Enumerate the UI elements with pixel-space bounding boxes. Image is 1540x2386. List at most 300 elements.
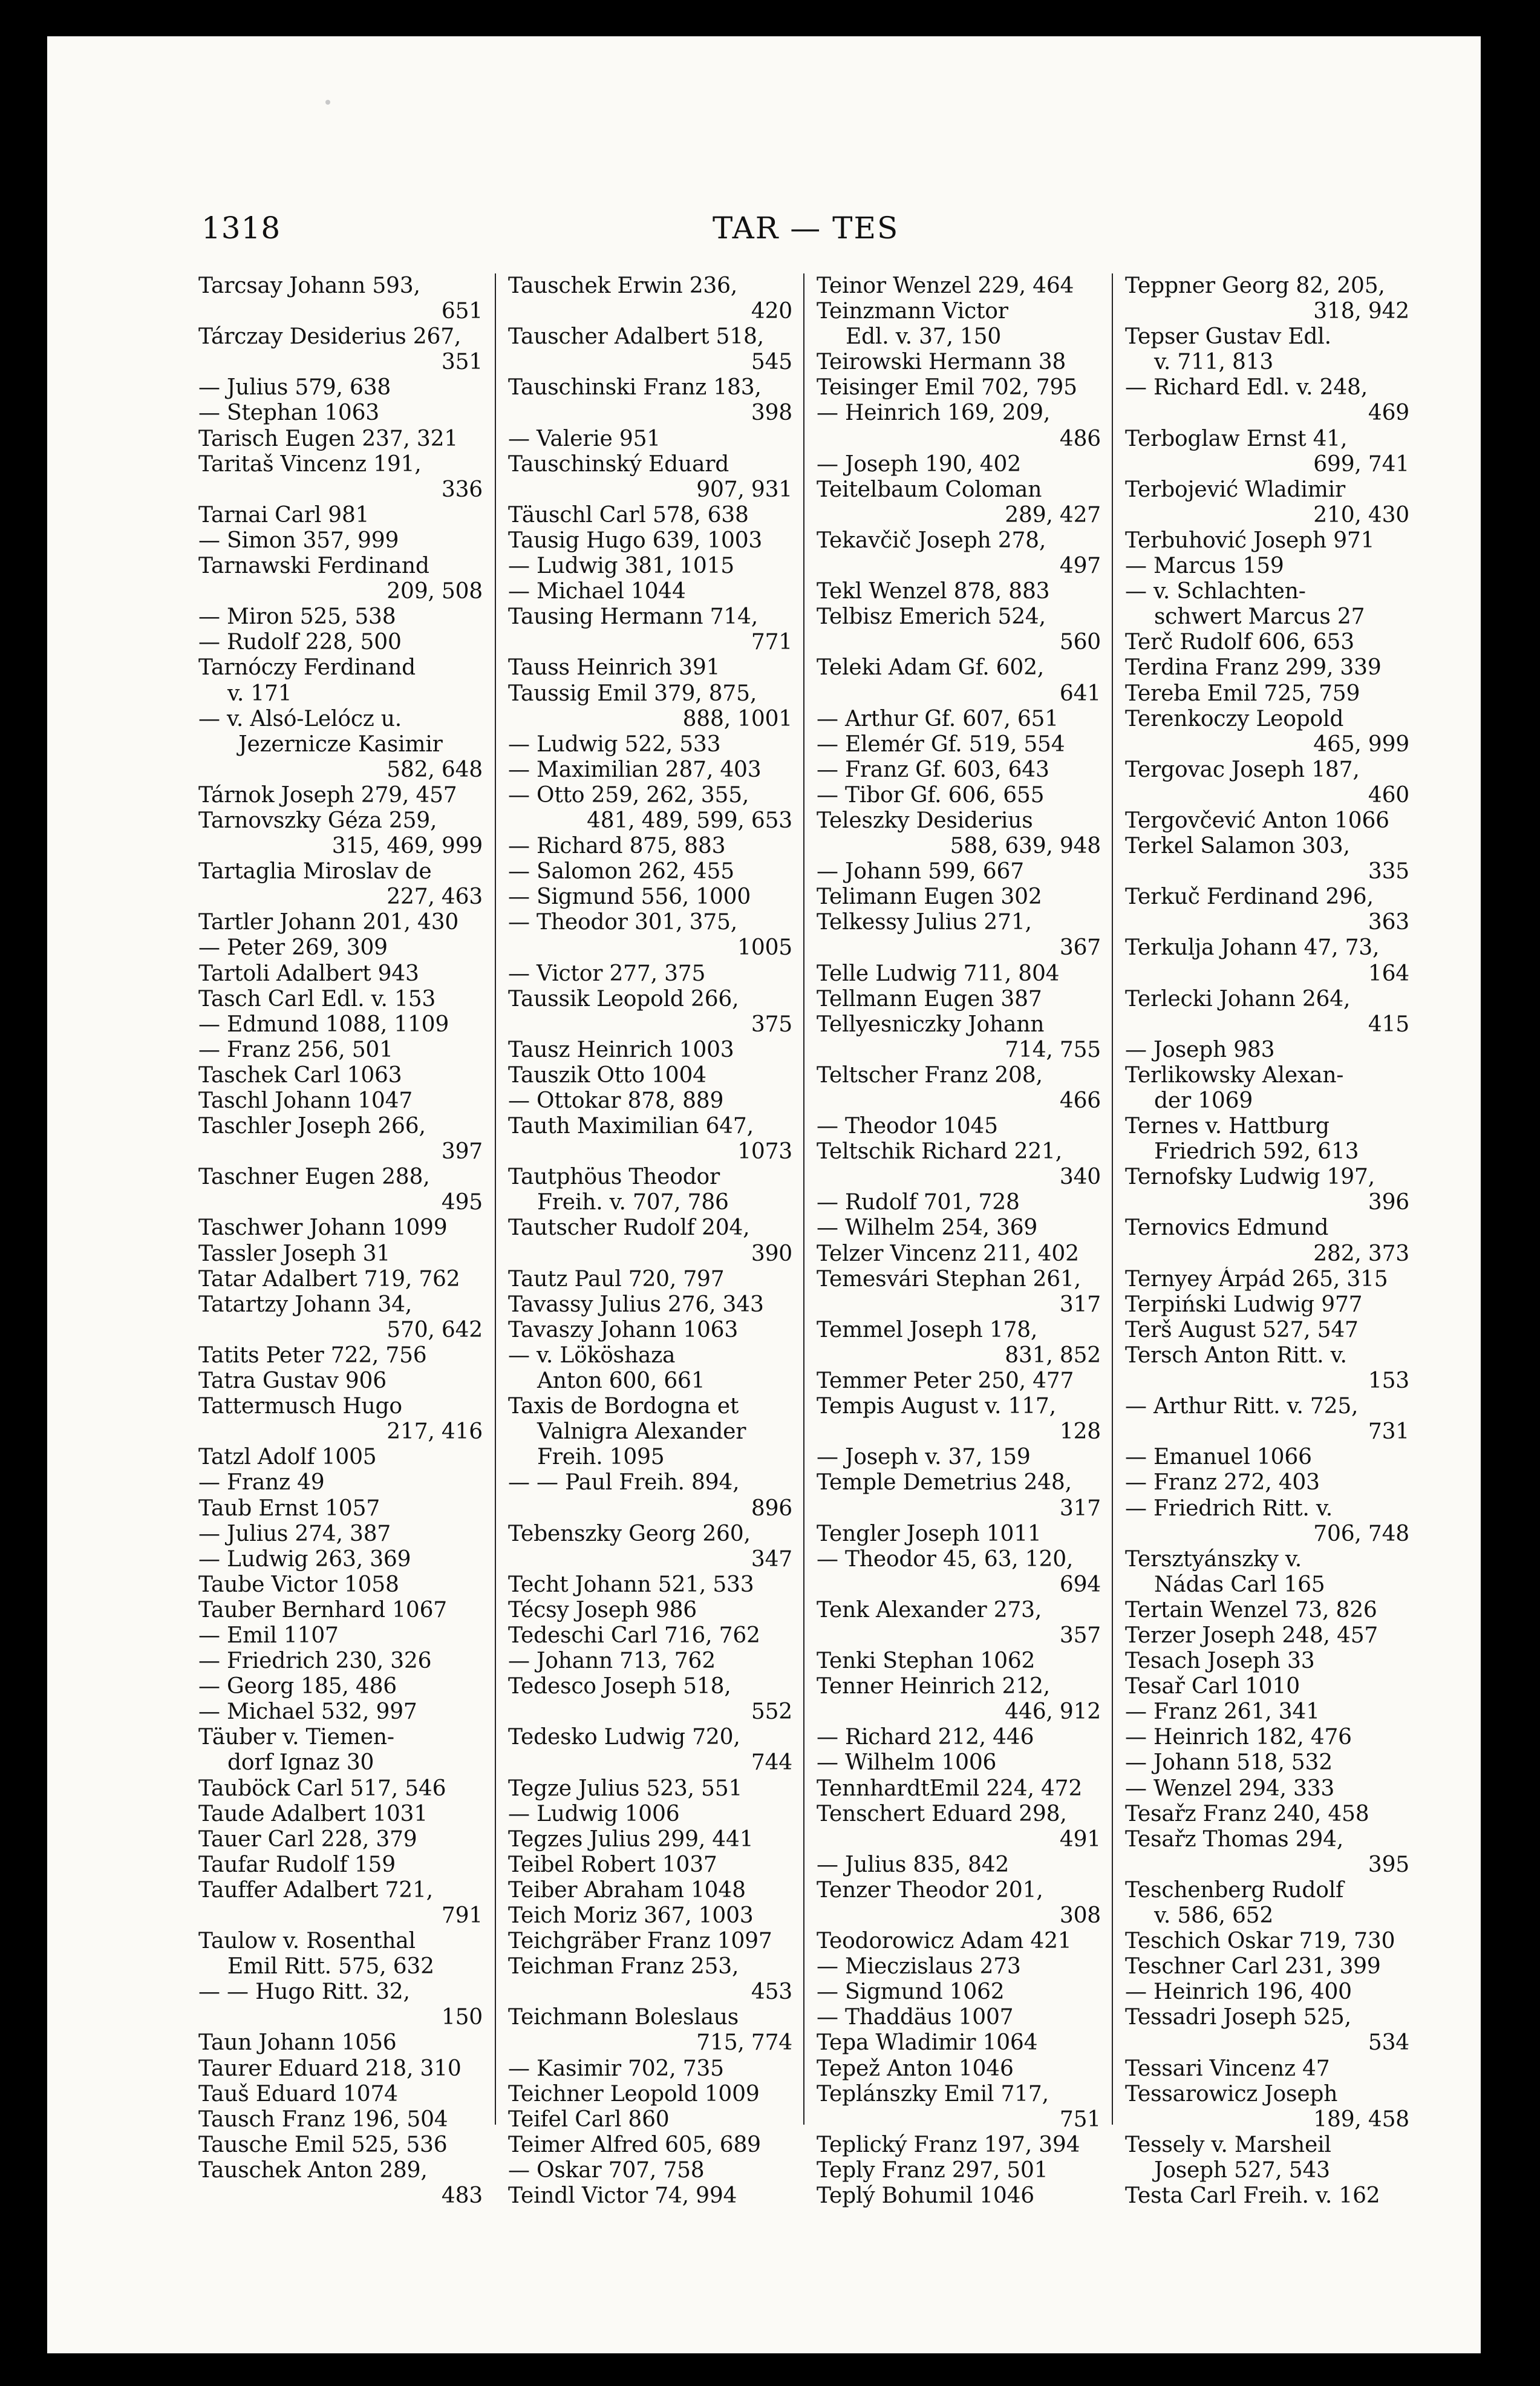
entry-line: Taritaš Vincenz 191, [198,451,422,477]
entry-line: Terkel Salamon 303, [1125,834,1350,859]
entry-line: Tauschinski Franz 183, [508,375,762,400]
entry-line: Telkessy Julius 271, [817,910,1032,935]
entry-line: — Ludwig 381, 1015 [508,554,735,579]
entry-continuation: 588, 639, 948 [950,834,1101,859]
index-entry [1125,324,1409,375]
entry-continuation: 481, 489, 599, 653 [587,808,792,833]
index-entry [508,1063,792,1088]
entry-continuation: Anton 600, 661 [537,1368,705,1394]
entry-line: — Marcus 159 [1125,554,1284,579]
index-entry [817,1750,1101,1776]
entry-line: Tauš Eduard 1074 [198,2081,398,2107]
entry-line: Teschner Carl 231, 399 [1125,1954,1381,1979]
entry-continuation: 699, 741 [1313,451,1409,477]
index-column-3 [817,273,1101,2209]
index-entry [817,859,1101,884]
index-entry [198,1343,483,1368]
index-entry [198,1445,483,1470]
index-entry [198,1547,483,1572]
entry-line: Taulow v. Rosenthal [198,1929,416,1954]
entry-line: Taxis de Bordogna et [508,1394,739,1419]
entry-line: Teibel Robert 1037 [508,1852,717,1877]
entry-line: Teichmann Boleslaus [508,2005,739,2030]
entry-continuation: v. 171 [227,681,292,706]
entry-line: Terenkoczy Leopold [1125,706,1344,731]
entry-line: Tarnóczy Ferdinand [198,655,416,681]
entry-line: — Julius 274, 387 [198,1521,391,1546]
entry-line: Täuber v. Tiemen- [198,1725,394,1750]
entry-continuation: 164 [1368,961,1409,986]
index-entry [508,1852,792,1878]
entry-line: — Victor 277, 375 [508,961,706,986]
index-entry [198,528,483,554]
index-entry [1125,427,1409,477]
index-entry [508,1598,792,1623]
index-entry [508,1394,792,1470]
entry-line: Teiber Abraham 1048 [508,1877,746,1903]
index-entry [817,757,1101,783]
entry-continuation: Valnigra Alexander [537,1419,746,1445]
entry-line: Terkulja Johann 47, 73, [1125,935,1380,961]
index-entry [508,1802,792,1827]
entry-line: Tausche Emil 525, 536 [198,2132,448,2157]
entry-line: Tartaglia Miroslav de [198,859,432,884]
index-entry [1125,477,1409,528]
entry-continuation: 465, 999 [1313,731,1409,757]
entry-line: — Maximilian 287, 403 [508,757,762,782]
entry-line: Tarnai Carl 981 [198,502,370,528]
entry-line: — Richard 212, 446 [817,1725,1034,1750]
index-entry [1125,1979,1409,2005]
index-entry [508,910,792,961]
index-entry [508,783,792,834]
index-column-2 [508,273,792,2209]
index-entry [508,757,792,783]
entry-line: — Ludwig 1006 [508,1801,680,1826]
entry-line: Täuschl Carl 578, 638 [508,502,749,528]
entry-line: Tessadri Joseph 525, [1125,2005,1351,2030]
entry-continuation: 282, 373 [1313,1241,1409,1266]
column-rule [1112,273,1113,2125]
entry-continuation: 545 [751,350,792,375]
index-entry [198,273,483,324]
index-entry [817,1139,1101,1190]
entry-line: — Peter 269, 309 [198,935,388,961]
entry-line: Terlikowsky Alexan- [1125,1062,1344,1088]
index-entry [1125,1215,1409,1266]
entry-continuation: 357 [1059,1623,1101,1648]
index-entry [817,987,1101,1012]
index-entry [817,961,1101,987]
entry-line: Ternofsky Ludwig 197, [1125,1165,1375,1190]
entry-line: Telzer Vincenz 211, 402 [817,1241,1079,1266]
entry-line: Terč Rudolf 606, 653 [1125,630,1354,655]
entry-line: Tegzes Julius 299, 441 [508,1826,754,1852]
entry-line: Taussig Emil 379, 875, [508,681,757,706]
index-entry [198,1649,483,1674]
entry-continuation: 318, 942 [1313,299,1409,324]
index-entry [817,273,1101,299]
index-entry [508,1827,792,1852]
entry-line: — Michael 532, 997 [198,1699,417,1725]
entry-line: Tavaszy Johann 1063 [508,1317,739,1342]
index-entry [817,1852,1101,1878]
index-entry [508,427,792,452]
entry-line: Tatits Peter 722, 756 [198,1342,427,1368]
entry-line: — Stephan 1063 [198,400,380,426]
index-entry [198,1267,483,1292]
entry-line: Tenki Stephan 1062 [817,1649,1036,1674]
entry-line: — Ludwig 263, 369 [198,1546,411,1572]
entry-line: — Tibor Gf. 606, 655 [817,782,1045,808]
entry-continuation: 317 [1059,1495,1101,1521]
entry-line: Tedesco Joseph 518, [508,1674,731,1699]
index-entry [508,1267,792,1292]
index-entry [1125,1750,1409,1776]
index-entry [817,2005,1101,2030]
entry-line: Temesvári Stephan 261, [817,1266,1081,1292]
index-entry [1125,1343,1409,1394]
index-column-1 [198,273,483,2209]
index-entry [508,1215,792,1266]
entry-continuation: 907, 931 [696,477,792,502]
entry-continuation: 189, 458 [1313,2107,1409,2132]
index-entry [508,1343,792,1394]
index-entry [1125,1445,1409,1470]
index-entry [1125,1878,1409,1929]
index-entry [1125,1394,1409,1445]
entry-line: Teplý Bohumil 1046 [817,2183,1034,2209]
entry-continuation: 706, 748 [1313,1521,1409,1546]
index-entry [817,1215,1101,1241]
index-entry [817,1979,1101,2005]
entry-line: Tempis August v. 117, [817,1394,1056,1419]
entry-line: Tessarowicz Joseph [1125,2081,1338,2107]
entry-line: — Rudolf 228, 500 [198,630,402,655]
index-entry [508,732,792,757]
entry-continuation: 390 [751,1241,792,1266]
index-entry [1125,273,1409,324]
entry-line: — Wilhelm 1006 [817,1750,997,1776]
index-entry [508,324,792,375]
index-entry [1125,2133,1409,2183]
entry-line: Tauth Maximilian 647, [508,1114,754,1139]
entry-continuation: 209, 508 [387,579,483,604]
index-entry [817,1394,1101,1445]
entry-line: Teplický Franz 197, 394 [817,2132,1080,2157]
index-entry [817,579,1101,604]
entry-line: — Arthur Gf. 607, 651 [817,706,1059,731]
entry-continuation: 495 [441,1190,483,1215]
index-entry [508,1674,792,1725]
entry-continuation: 888, 1001 [682,706,792,731]
index-entry [508,579,792,604]
entry-continuation: dorf Ignaz 30 [227,1750,374,1776]
entry-line: Tegze Julius 523, 551 [508,1776,743,1801]
index-entry [817,1878,1101,1929]
entry-line: Terš August 527, 547 [1125,1317,1359,1342]
index-entry [198,1674,483,1699]
entry-continuation: Freih. v. 707, 786 [537,1190,729,1215]
index-entry [508,375,792,426]
entry-continuation: 153 [1368,1368,1409,1394]
index-entry [1125,707,1409,757]
entry-line: — Salomon 262, 455 [508,859,734,884]
index-entry [508,554,792,579]
index-entry [508,834,792,859]
entry-line: Tesach Joseph 33 [1125,1649,1315,1674]
entry-continuation: 715, 774 [696,2030,792,2056]
index-entry [1125,987,1409,1038]
index-entry [198,1292,483,1343]
index-entry [198,1776,483,1802]
entry-line: — Theodor 45, 63, 120, [817,1546,1074,1572]
index-entry [198,1165,483,1215]
entry-continuation: 582, 648 [387,757,483,782]
entry-line: — Joseph 190, 402 [817,451,1021,477]
index-entry [817,528,1101,579]
entry-line: Taschl Johann 1047 [198,1088,413,1113]
entry-line: Tassler Joseph 31 [198,1241,391,1266]
entry-line: Ternes v. Hattburg [1125,1114,1330,1139]
entry-line: — Georg 185, 486 [198,1674,397,1699]
entry-line: Taschler Joseph 266, [198,1114,426,1139]
entry-line: — Theodor 301, 375, [508,910,737,935]
index-entry [1125,1725,1409,1750]
index-entry [1125,1827,1409,1878]
entry-line: Terkuč Ferdinand 296, [1125,884,1374,910]
index-entry [508,1649,792,1674]
entry-line: Tengler Joseph 1011 [817,1521,1042,1546]
entry-line: Teimer Alfred 605, 689 [508,2132,761,2157]
entry-line: — Heinrich 169, 209, [817,400,1051,426]
entry-continuation: 460 [1368,782,1409,808]
entry-continuation: Joseph 527, 543 [1154,2157,1330,2183]
index-entry [1125,1547,1409,1598]
entry-continuation: 367 [1059,935,1101,961]
index-entry [508,987,792,1038]
entry-continuation: 351 [441,350,483,375]
entry-continuation: 831, 852 [1005,1342,1101,1368]
index-entry [817,1598,1101,1649]
entry-line: — Julius 579, 638 [198,375,391,400]
entry-line: — Johann 713, 762 [508,1649,716,1674]
entry-line: Taun Johann 1056 [198,2030,397,2056]
entry-line: Taussik Leopold 266, [508,986,739,1012]
entry-line: Tedesko Ludwig 720, [508,1725,740,1750]
entry-continuation: 363 [1368,910,1409,935]
index-entry [508,961,792,987]
entry-continuation: 641 [1059,681,1101,706]
index-entry [817,1318,1101,1368]
entry-continuation: 896 [751,1495,792,1521]
entry-line: Taub Ernst 1057 [198,1495,380,1521]
document-page [47,36,1481,2353]
index-entry [1125,1802,1409,1827]
index-entry [817,477,1101,528]
entry-line: — Kasimir 702, 735 [508,2056,724,2081]
entry-line: Temmer Peter 250, 477 [817,1368,1074,1394]
entry-continuation: v. 711, 813 [1154,350,1274,375]
entry-continuation: 315, 469, 999 [331,834,483,859]
index-entry [198,1852,483,1878]
entry-line: Teich Moriz 367, 1003 [508,1903,754,1928]
entry-line: Tenk Alexander 273, [817,1597,1042,1623]
index-entry [817,1445,1101,1470]
entry-line: Tautscher Rudolf 204, [508,1215,750,1241]
entry-continuation: Nádas Carl 165 [1154,1572,1325,1597]
entry-line: — Friedrich Ritt. v. [1125,1495,1333,1521]
index-entry [508,1470,792,1521]
entry-line: Taschwer Johann 1099 [198,1215,448,1241]
entry-line: Teirowski Hermann 38 [817,350,1066,375]
entry-continuation: 1073 [737,1139,792,1165]
entry-line: — Elemér Gf. 519, 554 [817,731,1065,757]
entry-continuation: der 1069 [1154,1088,1253,1113]
entry-line: Tesařz Franz 240, 458 [1125,1801,1369,1826]
entry-line: Técsy Joseph 986 [508,1597,697,1623]
entry-line: — Richard 875, 883 [508,834,726,859]
entry-continuation: 497 [1059,554,1101,579]
entry-line: Teply Franz 297, 501 [817,2157,1048,2183]
entry-line: Testa Carl Freih. v. 162 [1125,2183,1380,2209]
index-entry [1125,554,1409,579]
entry-line: Tesař Carl 1010 [1125,1674,1300,1699]
entry-line: — Arthur Ritt. v. 725, [1125,1394,1359,1419]
index-entry [1125,655,1409,681]
index-entry [198,1368,483,1394]
index-entry [1125,1165,1409,1215]
entry-line: Tatzl Adolf 1005 [198,1445,377,1470]
index-entry [508,1929,792,1954]
index-entry [817,1929,1101,1954]
entry-line: Tellmann Eugen 387 [817,986,1042,1012]
index-entry [817,400,1101,451]
entry-line: Tauss Heinrich 391 [508,655,720,681]
entry-line: Tenzer Theodor 201, [817,1877,1043,1903]
index-entry [817,1368,1101,1394]
entry-continuation: 1005 [737,935,792,961]
entry-continuation: 398 [751,400,792,426]
index-entry [1125,1674,1409,1699]
index-entry [817,1267,1101,1318]
index-entry [1125,757,1409,808]
entry-continuation: Friedrich 592, 613 [1154,1139,1359,1165]
entry-line: — Johann 518, 532 [1125,1750,1333,1776]
entry-line: Tekavčič Joseph 278, [817,528,1046,553]
index-entry [198,1012,483,1038]
entry-line: — Friedrich 230, 326 [198,1649,432,1674]
entry-continuation: 469 [1368,400,1409,426]
index-entry [817,732,1101,757]
entry-continuation: 340 [1059,1165,1101,1190]
entry-line: — Franz 272, 403 [1125,1470,1320,1495]
index-entry [198,1623,483,1649]
entry-line: TennhardtEmil 224, 472 [817,1776,1083,1801]
index-entry [817,1521,1101,1547]
entry-continuation: 308 [1059,1903,1101,1928]
index-entry [198,2107,483,2133]
entry-line: Terbojević Wladimir [1125,477,1345,502]
entry-continuation: 227, 463 [387,884,483,910]
entry-line: — Emanuel 1066 [1125,1445,1312,1470]
index-entry [198,1929,483,1979]
column-rule [495,273,496,2125]
index-entry [508,503,792,528]
entry-line: Tebenszky Georg 260, [508,1521,751,1546]
index-entry [198,427,483,452]
index-entry [508,655,792,681]
index-entry [508,1725,792,1776]
index-entry [198,1699,483,1725]
entry-line: Tersch Anton Ritt. v. [1125,1342,1347,1368]
entry-continuation: Freih. 1095 [537,1445,665,1470]
index-entry [1125,1598,1409,1623]
index-column-4 [1125,273,1409,2209]
index-entry [508,2133,792,2158]
entry-line: Teplánszky Emil 717, [817,2081,1049,2107]
entry-line: — Sigmund 556, 1000 [508,884,751,910]
index-entry [508,1776,792,1802]
index-entry [508,2107,792,2133]
entry-line: Tausing Hermann 714, [508,604,759,630]
index-entry [508,1572,792,1598]
index-entry [508,1292,792,1318]
entry-line: Tausz Heinrich 1003 [508,1037,734,1062]
index-entry [1125,681,1409,707]
entry-continuation: 694 [1059,1572,1101,1597]
index-entry [1125,808,1409,834]
index-entry [508,604,792,655]
entry-line: Tartler Johann 201, 430 [198,910,459,935]
entry-line: Techt Johann 521, 533 [508,1572,754,1597]
entry-line: Tessari Vincenz 47 [1125,2056,1330,2081]
entry-line: Tergovčević Anton 1066 [1125,808,1389,833]
entry-line: Teinzmann Victor [817,299,1008,324]
index-entry [817,375,1101,400]
index-entry [817,604,1101,655]
entry-continuation: 751 [1059,2107,1101,2132]
entry-line: Tenschert Eduard 298, [817,1801,1067,1826]
index-entry [198,2030,483,2056]
entry-line: — Franz 49 [198,1470,325,1495]
entry-continuation: 397 [441,1139,483,1165]
entry-line: Tauschinský Eduard [508,451,729,477]
entry-line: Taschner Eugen 288, [198,1165,430,1190]
entry-line: Tautphöus Theodor [508,1165,720,1190]
entry-continuation: Emil Ritt. 575, 632 [227,1954,434,1979]
entry-line: Tellyesniczky Johann [817,1012,1045,1037]
index-entry [198,630,483,655]
entry-line: Tatar Adalbert 719, 762 [198,1266,460,1292]
entry-line: Telimann Eugen 302 [817,884,1042,910]
entry-line: Teodorowicz Adam 421 [817,1929,1072,1954]
entry-line: Tauszik Otto 1004 [508,1062,706,1088]
entry-line: Ternyey Árpád 265, 315 [1125,1266,1388,1292]
index-entry [198,1241,483,1267]
entry-continuation: 396 [1368,1190,1409,1215]
entry-line: — Oskar 707, 758 [508,2157,705,2183]
entry-line: Tavassy Julius 276, 343 [508,1292,764,1317]
index-entry [1125,884,1409,935]
entry-line: — — Hugo Ritt. 32, [198,1979,410,2005]
index-entry [1125,579,1409,630]
index-entry [198,2056,483,2082]
index-entry [817,299,1101,350]
entry-line: — v. Alsó-Lelócz u. [198,706,402,731]
entry-line: — Ludwig 522, 533 [508,731,721,757]
entry-line: — Edmund 1088, 1109 [198,1012,449,1037]
